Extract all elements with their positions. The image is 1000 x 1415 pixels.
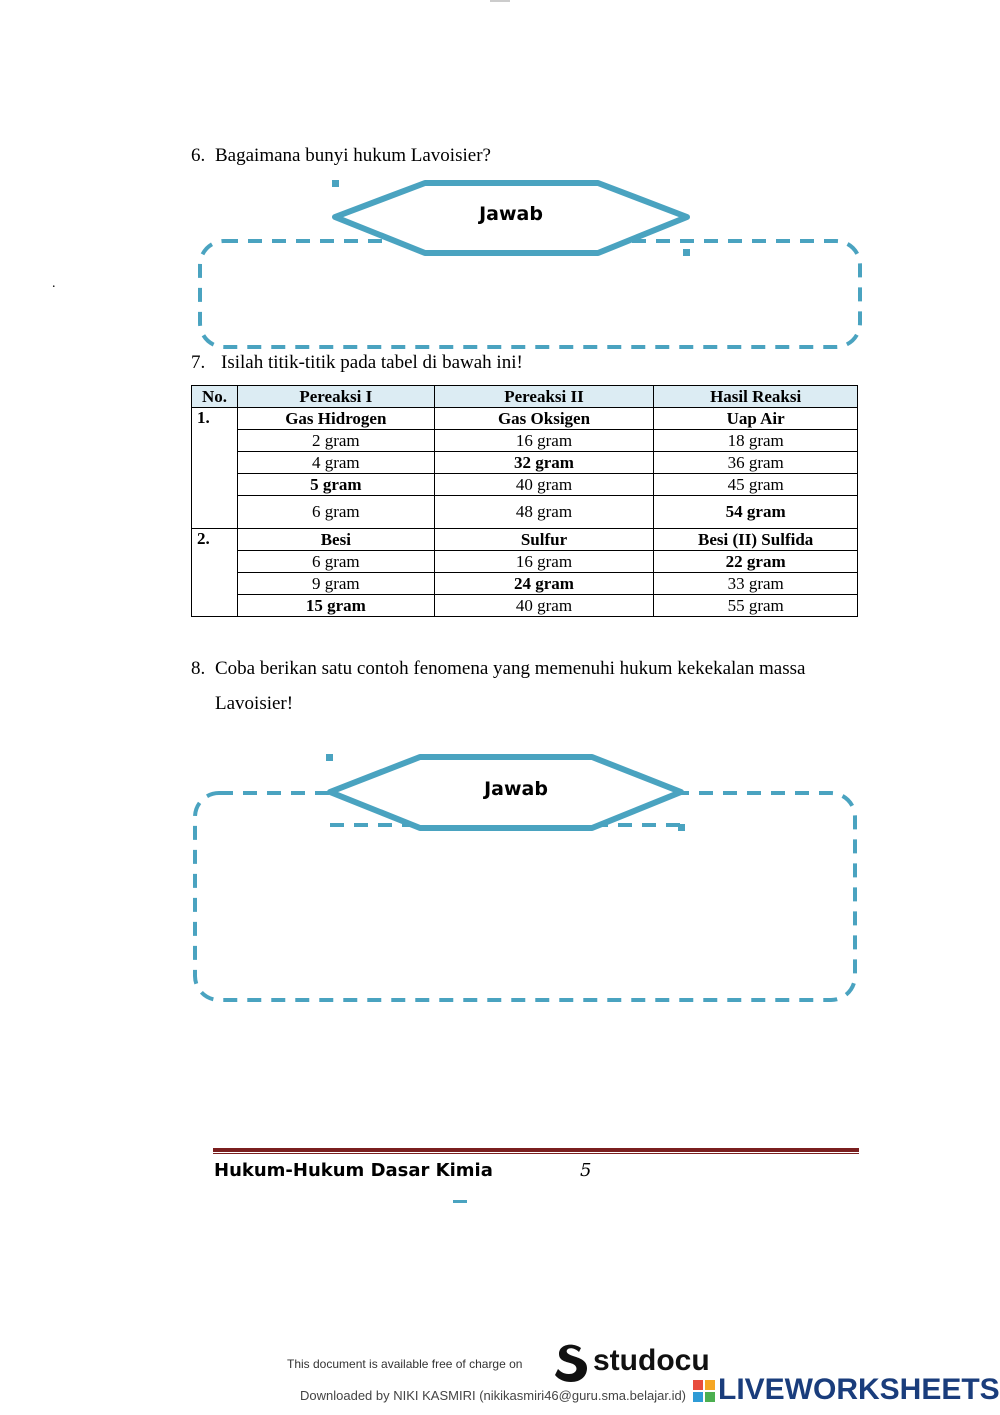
handle-mark [326,754,333,761]
availability-note: This document is available free of charge on [287,1357,523,1371]
header-hasil-reaksi: Hasil Reaksi [654,386,858,408]
mass-cell: 15 gram [237,595,434,617]
mass-cell: 36 gram [654,452,858,474]
mass-cell: 16 gram [434,551,654,573]
mass-cell: 33 gram [654,573,858,595]
mass-cell: 54 gram [654,496,858,529]
table-row [192,551,858,573]
substance-name: Gas Oksigen [434,408,654,430]
mass-cell: 55 gram [654,595,858,617]
question-number: 7. [191,352,206,373]
handle-mark [683,249,690,256]
jawab-label-1: Jawab [479,203,543,225]
question-number: 8. [191,658,206,679]
small-dash-mark [453,1200,467,1203]
handle-mark [332,180,339,187]
mass-cell: 2 gram [237,430,434,452]
substance-name: Sulfur [434,529,654,551]
table-row [192,496,858,529]
substance-name: Uap Air [654,408,858,430]
reaction-table [191,385,858,617]
header-pereaksi-2: Pereaksi II [434,386,654,408]
footer-rule-thin [213,1153,859,1154]
mass-cell: 16 gram [434,430,654,452]
download-note: Downloaded by NIKI KASMIRI (nikikasmiri46@guru.sma.belajar.id) [300,1388,687,1403]
mass-cell: 40 gram [434,474,654,496]
answer-box-1 [200,241,860,347]
footer-title: Hukum-Hukum Dasar Kimia [214,1160,493,1181]
mass-cell: 22 gram [654,551,858,573]
table-row [192,452,858,474]
header-pereaksi-1: Pereaksi I [237,386,434,408]
table-row [192,573,858,595]
row-number: 1. [192,408,238,529]
liveworksheets-wordmark: LIVEWORKSHEETS [718,1373,1000,1406]
question-number: 6. [191,145,206,166]
mass-cell: 9 gram [237,573,434,595]
mass-cell: 6 gram [237,551,434,573]
handle-mark [678,824,685,831]
table-group-title-row [192,408,858,430]
studocu-wordmark: studocu [593,1343,710,1377]
substance-name: Besi [237,529,434,551]
page-number: 5 [580,1160,592,1181]
studocu-logo-icon [553,1342,589,1382]
table-row [192,595,858,617]
substance-name: Gas Hidrogen [237,408,434,430]
table-row [192,430,858,452]
mass-cell: 18 gram [654,430,858,452]
header-no: No. [192,386,238,408]
substance-name: Besi (II) Sulfida [654,529,858,551]
table-header-row [192,386,858,408]
liveworksheets-logo-icon [693,1380,715,1402]
question-text-line-1: Coba berikan satu contoh fenomena yang memenuhi hukum kekekalan massa [215,658,806,679]
stray-dot: . [52,276,56,291]
table-row [192,474,858,496]
mass-cell: 32 gram [434,452,654,474]
footer-rule [213,1148,859,1152]
mass-cell: 40 gram [434,595,654,617]
mass-cell: 45 gram [654,474,858,496]
question-text-line-2: Lavoisier! [215,693,294,714]
row-number: 2. [192,529,238,617]
mass-cell: 4 gram [237,452,434,474]
mass-cell: 6 gram [237,496,434,529]
mass-cell: 24 gram [434,573,654,595]
liveworksheets-brand[interactable] [693,1373,1000,1407]
table-group-title-row [192,529,858,551]
question-text: Isilah titik-titik pada tabel di bawah ini! [221,352,523,373]
mass-cell: 48 gram [434,496,654,529]
question-text: Bagaimana bunyi hukum Lavoisier? [215,145,491,166]
jawab-label-2: Jawab [484,778,548,800]
mass-cell: 5 gram [237,474,434,496]
studocu-brand[interactable] [553,1342,710,1382]
